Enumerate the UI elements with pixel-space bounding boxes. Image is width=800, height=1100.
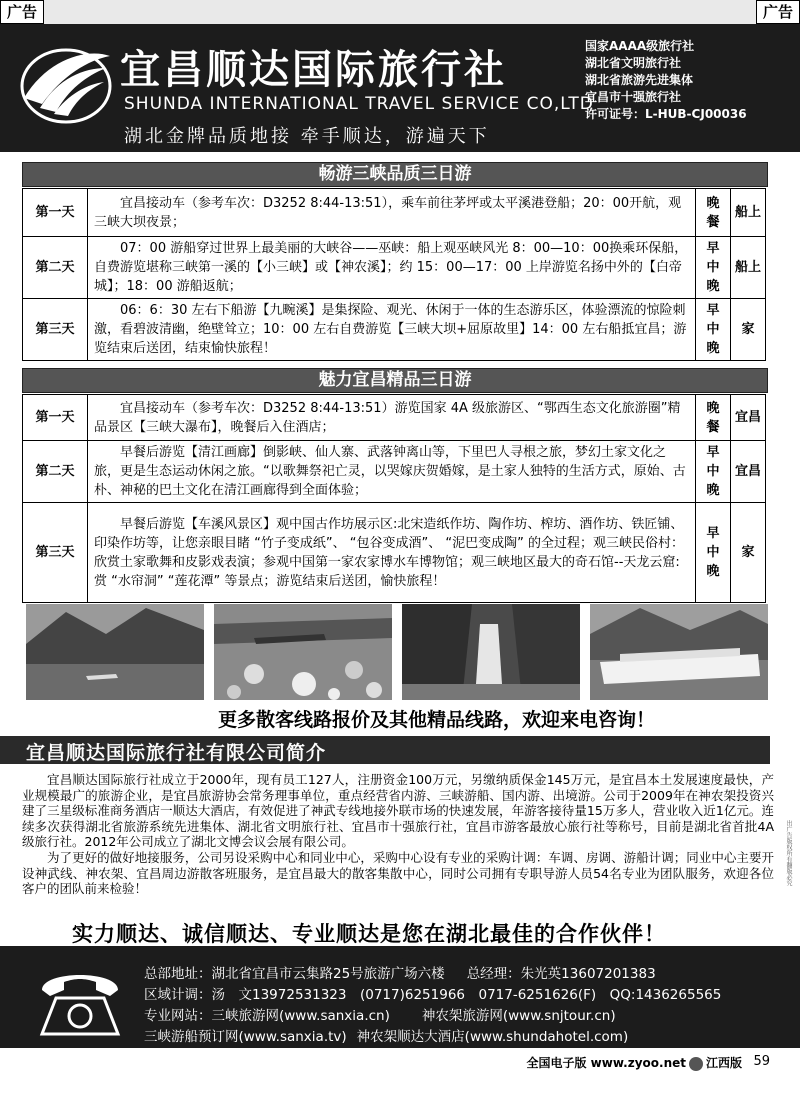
company-name-en: SHUNDA INTERNATIONAL TRAVEL SERVICE CO,LTD [124, 94, 594, 114]
day-description: 06：6：30 左右下船游【九畹溪】是集探险、观光、休闲于一体的生态游乐区，体验漂流的惊险刺激，看碧波清幽，绝壁耸立；10：00 左右自费游览【三峡大坝+屈原故里】14：00 左右船抵宜昌；游览结束后送团，结束愉快旅程！ [88, 299, 696, 361]
meal-char: 中 [706, 260, 720, 275]
stay-cell: 船上 [731, 189, 766, 237]
day-label: 第三天 [23, 503, 88, 603]
waterfall-photo [402, 604, 580, 700]
credential-item: 湖北省旅游先进集体 [585, 73, 694, 87]
day-label: 第一天 [23, 395, 88, 441]
meal-char: 早 [706, 526, 720, 541]
cruise-ship-photo [590, 604, 768, 700]
stay-cell: 家 [731, 299, 766, 361]
intro-title: 宜昌顺达国际旅行社有限公司简介 [26, 742, 327, 764]
meals-cell [696, 441, 731, 503]
table-row [23, 237, 766, 299]
day-description: 07：00 游船穿过世界上最美丽的大峡谷——巫峡：船上观巫峡风光 8：00—10：00换乘环保船，自费游览堪称三峡第一溪的【小三峡】或【神农溪】；约 15：00—17：00 上岸游览名扬中外的【白帝城】；18：00 游船返航； [88, 237, 696, 299]
meal-char: 早 [706, 241, 720, 256]
website-link[interactable]: 神农架顺达大酒店(www.shundahotel.com) [356, 1029, 629, 1045]
meal-char: 餐 [706, 214, 720, 230]
table-row [23, 299, 766, 361]
flower-river-photo [214, 604, 392, 700]
table-row [23, 503, 766, 603]
tour1-title: 畅游三峡品质三日游 [22, 162, 768, 187]
meal-char: 餐 [706, 419, 720, 435]
contact-footer [0, 946, 800, 1048]
agency-header [0, 24, 800, 152]
day-description: 宜昌接动车（参考车次：D3252 8:44-13:51）游览国家 4A 级旅游区、“鄂西生态文化旅游圈”精品景区【三峡大瀑布】，晚餐后入住酒店； [88, 395, 696, 441]
edition-info [526, 1054, 742, 1071]
edition-url[interactable]: 全国电子版 www.zyoo.net [526, 1056, 686, 1070]
stay-cell: 家 [731, 503, 766, 603]
day-label: 第二天 [23, 441, 88, 503]
contact-details [144, 964, 721, 1048]
ad-label-left: 广告 [0, 0, 44, 24]
manager-text: 总经理：朱光英13607201383 [466, 966, 656, 982]
table-row [23, 395, 766, 441]
meal-char: 晚 [706, 564, 720, 579]
meals-cell [696, 189, 731, 237]
edition-name: 江西版 [705, 1056, 742, 1070]
ad-label-right: 广告 [756, 0, 800, 24]
meal-char: 晚 [706, 483, 720, 498]
table-row [23, 441, 766, 503]
credential-item: 国家AAAA级旅行社 [585, 39, 695, 53]
stay-cell: 船上 [731, 237, 766, 299]
table-row [23, 189, 766, 237]
meals-cell [696, 503, 731, 603]
address-text: 总部地址：湖北省宜昌市云集路25号旅游广场六楼 [144, 966, 445, 982]
company-intro [22, 772, 774, 897]
credential-item: 宜昌市十强旅行社 [585, 90, 682, 104]
tour2-title: 魅力宜昌精品三日游 [22, 368, 768, 393]
website-link[interactable]: 神农架旅游网(www.snjtour.cn) [421, 1008, 616, 1024]
partner-tagline: 实力顺达、诚信顺达、专业顺达是您在湖北最佳的合作伙伴！ [72, 922, 666, 946]
day-description: 早餐后游览【清江画廊】倒影峡、仙人寨、武落钟离山等，下里巴人寻根之旅，梦幻土家文化之旅，更是生态运动休闲之旅。“以歌舞祭祀亡灵，以哭嫁庆贺婚嫁，是土家人独特的生活方式，原始、古朴、神秘的巴土文化在清江画廊得到全面体验； [88, 441, 696, 503]
meal-char: 晚 [706, 279, 720, 294]
contact-phones: 区域计调：汤 文13972531323 (0717)6251966 0717-6251626(F) QQ:1436265565 [144, 987, 722, 1003]
website-link[interactable]: 专业网站：三峡旅游网(www.sanxia.cn) [144, 1008, 390, 1024]
tour2-itinerary-table [22, 394, 766, 603]
top-ad-bar [0, 0, 800, 24]
stay-cell: 宜昌 [731, 441, 766, 503]
day-label: 第三天 [23, 299, 88, 361]
day-description: 早餐后游览【车溪风景区】观中国古作坊展示区:北宋造纸作坊、陶作坊、榨坊、酒作坊、铁匠铺、印染作坊等，让您亲眼目睹 “竹子变成纸”、 “包谷变成酒”、 “泥巴变成陶” 的全过程；观三峡民俗村：欣赏土家歌舞和皮影戏表演；参观中国第一家农家博水车博物馆；观三峡地区最大的奇石馆--天龙云窟:赏 “水帘洞” “莲花潭” 等景点；游览结束后送团，愉快旅程！ [88, 503, 696, 603]
website-link[interactable]: 三峡游船预订网(www.sanxia.tv) [144, 1029, 347, 1045]
credentials-list [585, 38, 747, 123]
meals-cell [696, 299, 731, 361]
day-label: 第一天 [23, 189, 88, 237]
swoosh-logo-icon [18, 38, 114, 126]
meal-char: 早 [706, 445, 720, 460]
river-gorge-photo [26, 604, 204, 700]
license-number: 许可证号：L-HUB-CJ00036 [585, 107, 747, 121]
meal-char: 晚 [706, 195, 720, 211]
meal-char: 中 [706, 322, 720, 337]
meals-cell [696, 237, 731, 299]
page-number: 59 [753, 1054, 770, 1069]
day-label: 第二天 [23, 237, 88, 299]
meal-char: 晚 [706, 341, 720, 356]
company-name-cn: 宜昌顺达国际旅行社 [120, 47, 507, 93]
intro-paragraph: 宜昌顺达国际旅行社成立于2000年，现有员工127人，注册资金100万元，另缴纳质保金145万元，是宜昌本土发展速度最快，产业规模最广的旅游企业，是宜昌旅游协会常务理事单位，重点经营省内游、三峡游船、国内游、出境游。公司于2009年在神农架投资兴建了三星级标准商务酒店一顺达大酒店，有效促进了神武专线地接外联市场的快速发展，年游客接待量15万多人，营业收入近1亿元。连续多次获得湖北省旅游系统先进集体、湖北省文明旅行社、宜昌市十强旅行社，宜昌市游客最放心旅行社等称号，目前是湖北省首批4A级旅行社。2012年公司成立了湖北文博会议会展有限公司。 [22, 772, 774, 850]
day-description: 宜昌接动车（参考车次：D3252 8:44-13:51），乘车前往茅坪或太平溪港登船；20：00开航，观三峡大坝夜景； [88, 189, 696, 237]
scenery-photo-strip [26, 604, 766, 700]
more-routes-banner: 更多散客线路报价及其他精品线路，欢迎来电咨询！ [218, 709, 656, 731]
meal-char: 中 [706, 545, 720, 560]
intro-paragraph: 为了更好的做好地接服务，公司另设采购中心和同业中心，采购中心设有专业的采购计调：车调、房调、游船计调；同业中心主要开设神武线、神农架、宜昌周边游散客班服务，是宜昌最大的散客集散中心，同时公司拥有专职导游人员54名专业为团队服务，欢迎各位客户的团队前来检验！ [22, 849, 774, 897]
meals-cell [696, 395, 731, 441]
emblem-icon [689, 1057, 703, 1071]
meal-char: 早 [706, 303, 720, 318]
telephone-icon [34, 960, 126, 1040]
header-slogan: 湖北金牌品质地接 牵手顺达，游遍天下 [124, 126, 490, 147]
meal-char: 晚 [706, 400, 720, 416]
credential-item: 湖北省文明旅行社 [585, 56, 682, 70]
stay-cell: 宜昌 [731, 395, 766, 441]
tour1-itinerary-table [22, 188, 766, 361]
meal-char: 中 [706, 464, 720, 479]
side-print-note: 出广告版权所有翻版必究 [785, 820, 792, 886]
